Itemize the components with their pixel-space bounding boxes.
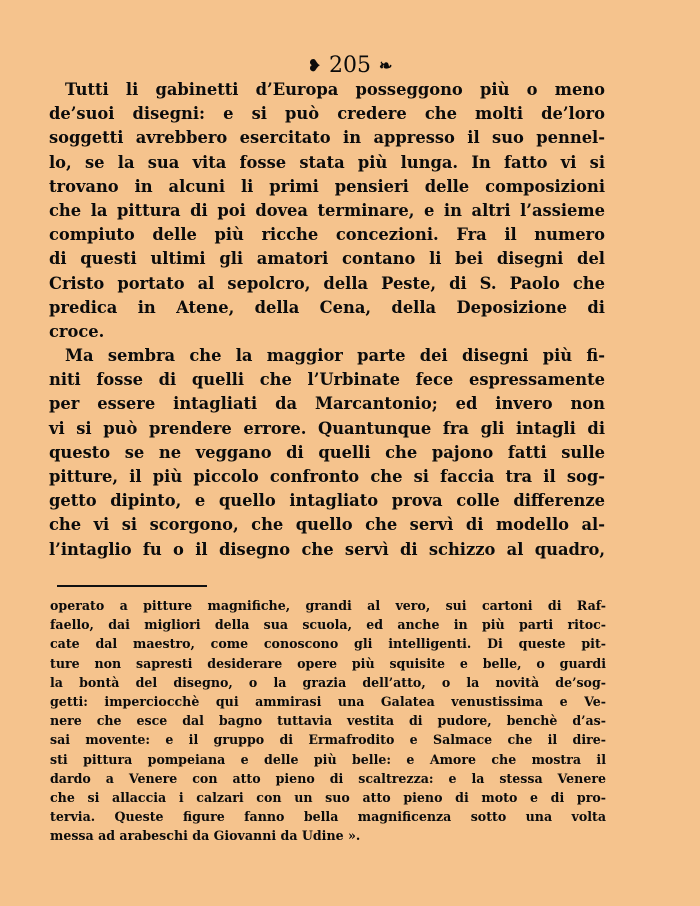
footnote-line: nere che esce dal bagno tuttavia vestita di pudore, benchè d’as- bbox=[50, 713, 606, 729]
footnote bbox=[50, 596, 606, 845]
text-line: lo, se la sua vita fosse stata più lunga. In fatto vi si bbox=[49, 152, 605, 172]
paragraph-2 bbox=[49, 344, 605, 562]
footnote-line: sai movente: e il gruppo di Ermafrodito e Salmace che il dire- bbox=[50, 732, 606, 748]
footnote-line: operato a pitture magnifiche, grandi al vero, sui cartoni di Raf- bbox=[50, 598, 606, 613]
right-ornament-icon: ❧ bbox=[379, 56, 393, 75]
text-line: compiuto delle più ricche concezioni. Fra il numero bbox=[49, 225, 605, 245]
left-ornament-icon: ❥ bbox=[307, 56, 321, 75]
page-header bbox=[0, 52, 700, 80]
text-line: de’suoi disegni: e si può credere che molti de’loro bbox=[49, 104, 605, 124]
text-line: Ma sembra che la maggior parte dei disegni più fi- bbox=[65, 346, 605, 366]
paragraph-1 bbox=[49, 78, 605, 344]
text-line: che la pittura di poi dovea terminare, e in altri l’assieme bbox=[49, 200, 605, 220]
text-line: trovano in alcuni li primi pensieri delle composizioni bbox=[49, 176, 605, 196]
footnote-line: faello, dai migliori della sua scuola, ed anche in più parti ritoc- bbox=[50, 617, 606, 633]
text-line: questo se ne veggano di quelli che pajono fatti sulle bbox=[49, 442, 605, 462]
footnote-line: ture non sapresti desiderare opere più squisite e belle, o guardi bbox=[50, 655, 606, 671]
footnote-divider bbox=[57, 585, 207, 587]
footnote-line: getti: imperciocchè qui ammirasi una Galatea venustissima e Ve- bbox=[50, 693, 606, 709]
footnote-line: sti pittura pompeiana e delle più belle: e Amore che mostra il bbox=[50, 751, 606, 767]
footnote-line: tervia. Queste figure fanno bella magnificenza sotto una volta bbox=[50, 809, 606, 825]
text-line: l’intaglio fu o il disegno che servì di schizzo al quadro, bbox=[49, 539, 605, 559]
footnote-line: la bontà del disegno, o la grazia dell’atto, o la novità de’sog- bbox=[50, 674, 606, 690]
text-line: getto dipinto, e quello intagliato prova colle differenze bbox=[49, 491, 605, 511]
text-line: di questi ultimi gli amatori contano li bei disegni del bbox=[49, 249, 605, 269]
footnote-line: dardo a Venere con atto pieno di scaltrezza: e la stessa Venere bbox=[50, 770, 606, 786]
footnote-line: messa ad arabeschi da Giovanni da Udine ». bbox=[50, 828, 361, 844]
text-line: Cristo portato al sepolcro, della Peste, di S. Paolo che bbox=[49, 273, 605, 293]
text-line: Tutti li gabinetti d’Europa posseggono più o meno bbox=[65, 80, 605, 99]
text-line: che vi si scorgono, che quello che servì di modello al- bbox=[49, 515, 605, 535]
text-line: niti fosse di quelli che l’Urbinate fece espressamente bbox=[49, 370, 605, 390]
main-text bbox=[49, 78, 605, 562]
text-line: pitture, il più piccolo confronto che si faccia tra il sog- bbox=[49, 467, 605, 486]
text-line: predica in Atene, della Cena, della Deposizione di bbox=[49, 297, 605, 317]
page-number: 205 bbox=[329, 53, 371, 78]
text-line: soggetti avrebbero esercitato in appresso il suo pennel- bbox=[49, 128, 605, 148]
text-line: vi si può prendere errore. Quantunque fra gli intagli di bbox=[49, 418, 605, 438]
footnote-line: cate dal maestro, come conoscono gli intelligenti. Di queste pit- bbox=[50, 636, 606, 652]
text-line: per essere intagliati da Marcantonio; ed invero non bbox=[49, 394, 605, 414]
text-line: croce. bbox=[49, 321, 105, 341]
footnote-line: che si allaccia i calzari con un suo atto pieno di moto e di pro- bbox=[50, 789, 606, 805]
